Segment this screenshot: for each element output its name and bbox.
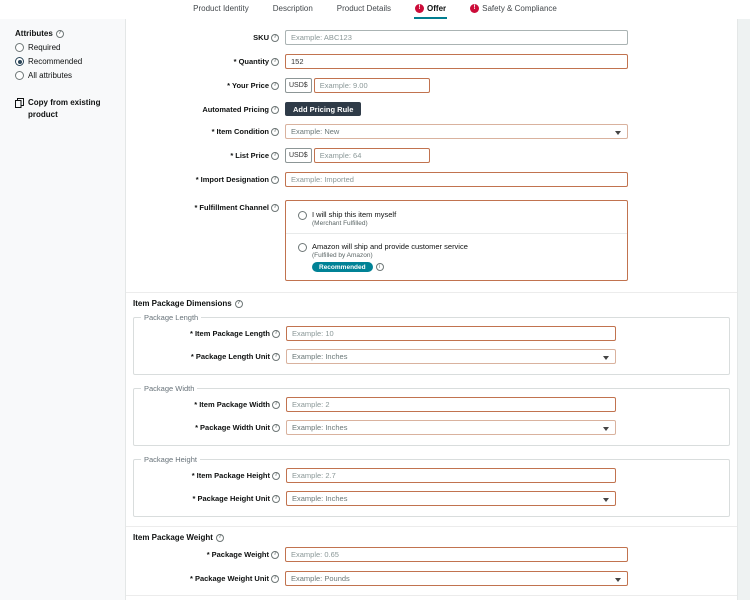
help-icon[interactable]: ? [272,495,280,503]
currency-prefix: USD$ [285,78,312,93]
package-weight-unit-select[interactable]: Example: Pounds [285,571,628,586]
help-icon[interactable]: ? [272,330,280,338]
automated-pricing-label: Automated Pricing ? [126,102,285,114]
item-condition-select[interactable]: Example: New [285,124,628,139]
item-package-height-row [134,468,729,483]
divider [286,233,627,234]
help-icon[interactable]: ? [272,353,280,361]
package-weight-label: * Package Weight ? [126,547,285,559]
tab-product-identity[interactable] [192,1,250,19]
fulfillment-channel-group [285,200,628,281]
error-icon: ! [415,4,424,13]
package-height-unit-label: * Package Height Unit ? [134,491,286,503]
radio-icon [15,43,24,52]
quantity-label: * Quantity ? [126,54,285,66]
package-weight-input[interactable] [285,547,628,562]
tab-label: Description [272,4,313,13]
your-price-input[interactable] [314,78,430,93]
package-height-unit-select[interactable]: Example: Inches [286,491,616,506]
package-length-group [133,313,730,375]
package-length-unit-row [134,349,729,364]
package-width-unit-label: * Package Width Unit ? [134,420,286,432]
fulfillment-channel-row [126,200,737,281]
tab-description[interactable] [272,1,314,19]
help-icon[interactable]: ? [271,152,279,160]
your-price-row [126,78,737,93]
copy-from-existing-product[interactable]: Copy from existing product [15,97,107,121]
divider [126,595,737,596]
item-package-weight-header: Item Package Weight ? [126,527,737,547]
package-length-unit-label: * Package Length Unit ? [134,349,286,361]
tab-label: Product Details [336,4,392,13]
your-price-label: * Your Price ? [126,78,285,90]
quantity-input[interactable] [285,54,628,69]
list-price-row [126,148,737,163]
radio-selected-icon [15,57,24,66]
product-tabs [0,0,750,19]
recommended-badge: Recommended [312,262,373,272]
help-icon[interactable]: ? [216,534,224,542]
chevron-down-icon [603,498,609,502]
item-package-length-row [134,326,729,341]
package-length-unit-select[interactable]: Example: Inches [286,349,616,364]
item-package-width-label: * Item Package Width ? [134,397,286,409]
chevron-down-icon [615,578,621,582]
chevron-down-icon [603,427,609,431]
radio-icon [15,71,24,80]
page-gutter [738,19,750,600]
attributes-sidebar [0,19,125,600]
help-icon[interactable]: ? [271,575,279,583]
package-width-legend: Package Width [144,384,195,393]
help-icon[interactable]: ? [271,204,279,212]
help-icon[interactable]: ? [235,300,243,308]
help-icon[interactable]: ? [271,82,279,90]
chevron-down-icon [603,356,609,360]
fulfillment-amazon-option[interactable]: Amazon will ship and provide customer service (Fulfilled by Amazon) [286,240,627,259]
error-icon: ! [470,4,479,13]
filter-all-attributes[interactable]: All attributes [15,71,119,80]
package-width-unit-row [134,420,729,435]
help-icon[interactable]: ? [271,551,279,559]
fulfillment-channel-label: * Fulfillment Channel ? [126,200,285,212]
package-height-unit-row [134,491,729,506]
package-width-group [133,384,730,446]
sku-label: SKU ? [126,30,285,42]
radio-icon [298,243,307,252]
import-designation-label: * Import Designation ? [126,172,285,184]
help-icon[interactable]: ? [271,58,279,66]
help-icon[interactable]: ? [56,30,64,38]
package-weight-unit-row [126,571,737,586]
item-package-height-input[interactable] [286,468,616,483]
package-width-unit-select[interactable]: Example: Inches [286,420,616,435]
chevron-down-icon [615,131,621,135]
help-icon[interactable]: ? [271,176,279,184]
item-package-width-input[interactable] [286,397,616,412]
tab-label: Safety & Compliance [482,4,557,13]
help-icon[interactable]: ? [271,106,279,114]
package-weight-unit-label: * Package Weight Unit ? [126,571,285,583]
attributes-title: Attributes ? [15,29,119,38]
sku-row [126,30,737,45]
sku-input[interactable] [285,30,628,45]
automated-pricing-row [126,102,737,116]
copy-icon [15,98,24,108]
fulfillment-merchant-option[interactable]: I will ship this item myself (Merchant Fulfilled) [286,208,627,233]
tab-label: Offer [427,4,447,13]
import-designation-input[interactable] [285,172,628,187]
item-condition-row [126,124,737,139]
item-package-length-label: * Item Package Length ? [134,326,286,338]
package-height-group [133,455,730,517]
recommended-badge-row [286,262,627,272]
help-icon[interactable]: ? [272,424,280,432]
item-package-dimensions-header: Item Package Dimensions ? [126,293,737,313]
currency-prefix: USD$ [285,148,312,163]
package-weight-group [126,547,737,586]
help-icon[interactable]: ? [271,34,279,42]
offer-form [125,19,738,600]
help-icon[interactable]: ? [272,401,280,409]
tab-product-details[interactable] [336,1,392,19]
item-package-height-label: * Item Package Height ? [134,468,286,480]
info-icon[interactable]: i [376,263,384,271]
help-icon[interactable]: ? [272,472,280,480]
item-package-width-row [134,397,729,412]
item-package-length-input[interactable] [286,326,616,341]
filter-required[interactable]: Required [15,43,119,52]
package-weight-row [126,547,737,562]
package-length-legend: Package Length [144,313,199,322]
list-price-input[interactable] [314,148,430,163]
filter-recommended[interactable]: Recommended [15,57,119,66]
list-price-label: * List Price ? [126,148,285,160]
add-pricing-rule-button[interactable]: Add Pricing Rule [285,102,361,116]
import-designation-row [126,172,737,187]
tab-safety-compliance[interactable] [469,1,558,19]
tab-offer[interactable] [414,1,447,19]
help-icon[interactable]: ? [271,128,279,136]
radio-icon [298,211,307,220]
item-condition-label: * Item Condition ? [126,124,285,136]
tab-label: Product Identity [193,4,249,13]
package-height-legend: Package Height [144,455,197,464]
quantity-row [126,54,737,69]
